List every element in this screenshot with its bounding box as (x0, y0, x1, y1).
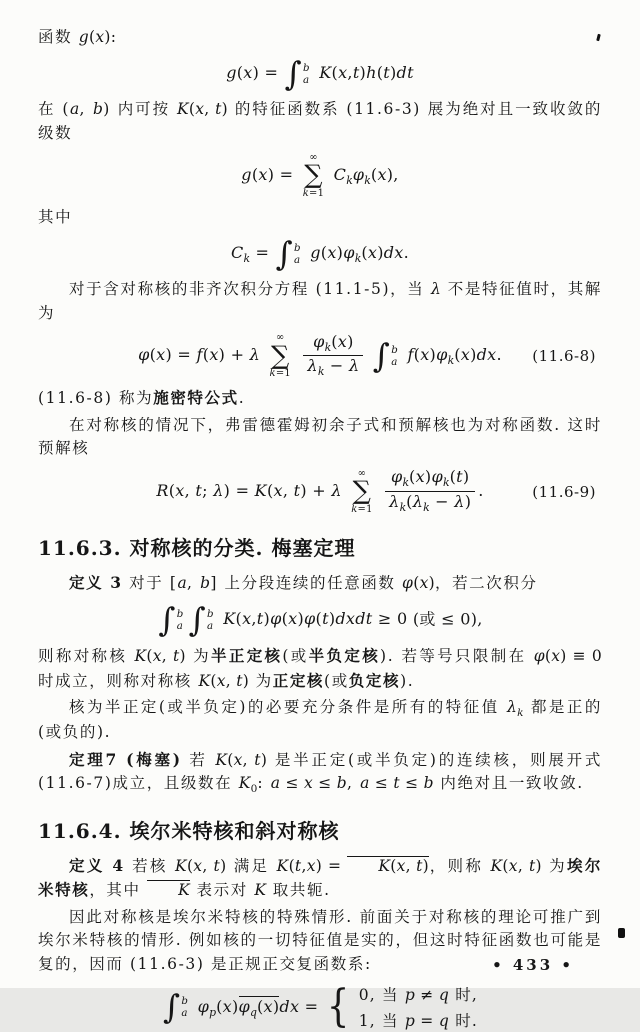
formula-orthonormal-cases (38, 983, 602, 1031)
page-number: • 433 • (492, 956, 574, 974)
formula-double-integral (38, 600, 602, 639)
section-heading-11-6-4: 11.6.4. 埃尔米特核和斜对称核 (38, 818, 340, 843)
paragraph-function-intro: 函数 g(x): (38, 28, 118, 46)
case-line: 0, 当 p ≠ q 时, (358, 986, 479, 1005)
paragraph-fredholm-symmetric: 在对称核的情况下，弗雷德霍姆初余子式和预解核也为对称函数. 这时预解核 (38, 415, 602, 458)
paragraph-positive-definite: 则称对称核 K(x, t) 为半正定核(或半负定核). 若等号只限制在 φ(x) ≡ 0 时成立，则称对称核 K(x, t) 为正定核(或负定核). (38, 646, 602, 690)
formula-body: φ(x) = f(x) + λ ∞ ∑ k=1 $\frac{\varphi_k(x)}{\lambda_k - \lambda}$ ∫ b a $f(x)\varphi_k(x)dx$. (138, 331, 502, 379)
case-line: 1, 当 p = q 时. (358, 1012, 479, 1031)
formula-resolvent (38, 468, 602, 515)
paragraph-eigenvalue-condition: 核为半正定(或半负定)的必要充分条件是所有的特征值 $\lambda_k$ 都是正的 (或负的). (38, 698, 602, 742)
formula-body: g(x) = ∫ b a K(x,t)h(t)dt (226, 54, 414, 93)
formula-ck (38, 234, 602, 273)
formula-body: R(x, t; λ) = K(x, t) + λ ∞ ∑ k=1 $\frac{\varphi_k(x)\varphi_k(t)}{\lambda_k(\lambda_k - \lambda)}$ . (156, 467, 484, 515)
formula-body: g(x) = ∞ ∑ k=1 $C_k\varphi_k(x)$, (241, 152, 399, 199)
equation-number: (11.6-9) (532, 482, 596, 501)
cases-brace: { (327, 981, 350, 1032)
paragraph-hermitian-remark: 因此对称核是埃尔米特核的特殊情形. 前面关于对称核的理论可推广到埃尔米特核的情形. 例如核的一切特征值是实的，但这时特征函数也可能是复的，因而 (11.6-3) 是正规正交复函数系: (38, 907, 602, 973)
paragraph-expansion: 在 (a, b) 内可按 K(x, t) 的特征函数系 (11.6-3) 展为绝对且一致收敛的级数 (38, 99, 602, 142)
formula-body: ∫ b a ∫ b a K(x,t)φ(x)φ(t)dxdt ≥ 0 (或 ≤ 0), (158, 600, 483, 639)
formula-schmidt (38, 332, 602, 379)
paragraph-definition-4: 定义 4 若核 K(x, t) 满足 K(t,x) = K(x, t)，则称 K(x, t) 为埃尔米特核，其中 K 表示对 K 取共轭. (38, 855, 602, 900)
paragraph-schmidt-name: (11.6-8) 称为施密特公式. (38, 388, 246, 408)
paragraph-where: 其中 (38, 208, 73, 227)
paragraph-nonhomogeneous: 对于含对称核的非齐次积分方程 (11.1-5)，当 λ 不是特征值时，其解为 (38, 280, 602, 322)
section-heading-11-6-3: 11.6.3. 对称核的分类. 梅塞定理 (38, 536, 356, 561)
cases-group (324, 983, 478, 1031)
formula-body: $C_k$ = ∫ b a $g(x)\varphi_k(x)dx$. (230, 234, 410, 273)
paragraph-theorem-7-mercer: 定理7 (梅塞) 若 K(x, t) 是半正定(或半负定)的连续核，则展开式(11.6-7)成立，且级数在 $K_0$: a ≤ x ≤ b, a ≤ t ≤ b 内绝对且一致收敛. (38, 749, 602, 796)
formula-g-series (38, 152, 602, 199)
formula-g-integral (38, 54, 602, 93)
cases-column (359, 983, 478, 1031)
paragraph-definition-3: 定义 3 对于 [a, b] 上分段连续的任意函数 φ(x)，若二次积分 (69, 573, 538, 593)
equation-number: (11.6-8) (532, 346, 596, 365)
scan-artifact-right (618, 928, 625, 938)
formula-body: ∫ b a $\varphi_p(x)\varphi_q(x)dx$ = (162, 988, 319, 1027)
